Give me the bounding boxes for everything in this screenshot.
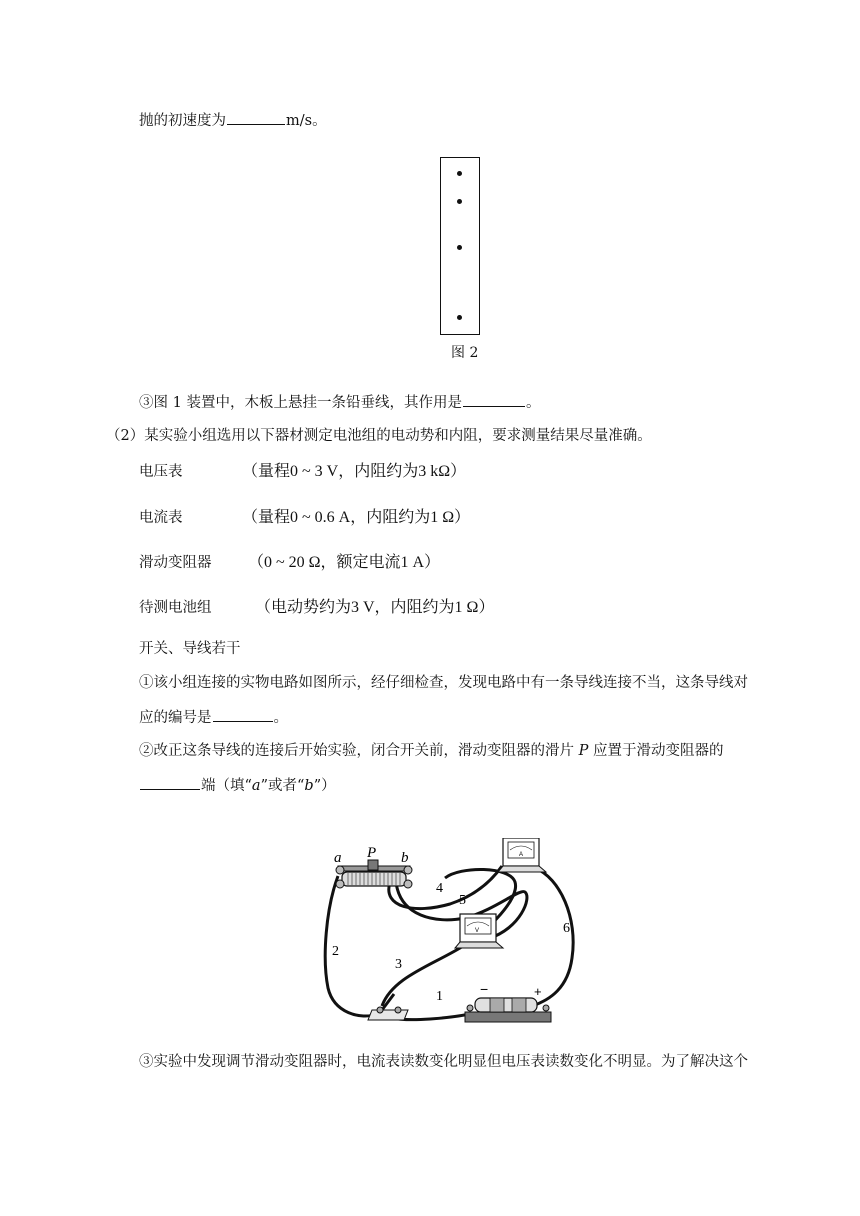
wire-label: 2 bbox=[332, 944, 339, 959]
label-plus: + bbox=[534, 984, 542, 999]
dot bbox=[457, 245, 462, 250]
equip-name: 待测电池组 bbox=[139, 600, 212, 616]
wire-label: 1 bbox=[436, 989, 443, 1004]
equip-spec: （电动势约为3 V，内阻约为1 Ω） bbox=[255, 599, 495, 616]
equip-name: 滑动变阻器 bbox=[139, 555, 212, 571]
circuit-diagram bbox=[320, 838, 590, 1030]
text: 。 bbox=[273, 710, 288, 726]
label-p: P bbox=[367, 845, 377, 861]
answer-blank bbox=[227, 110, 285, 125]
figure-2-caption: 图 2 bbox=[451, 345, 479, 361]
label-b: b bbox=[401, 850, 409, 866]
paragraph-initial-velocity bbox=[139, 110, 327, 131]
figure-2-paper-strip bbox=[440, 157, 480, 335]
text: P bbox=[578, 743, 589, 759]
switch bbox=[368, 994, 408, 1020]
dot bbox=[457, 199, 462, 204]
q1-line1: ①该小组连接的实物电路如图所示，经仔细检查，发现电路中有一条导线连接不当，这条导线对 bbox=[139, 675, 748, 691]
text: 端（填“ bbox=[201, 778, 252, 794]
wire-label: 6 bbox=[563, 921, 570, 936]
text: ”） bbox=[313, 778, 336, 794]
equip-spec: （0 ~ 20 Ω，额定电流1 A） bbox=[248, 554, 441, 571]
q2-line1 bbox=[139, 741, 723, 761]
dot bbox=[457, 171, 462, 176]
answer-blank bbox=[463, 392, 525, 407]
text: 。 bbox=[525, 395, 541, 411]
text: m/s。 bbox=[286, 113, 327, 129]
answer-blank bbox=[213, 707, 273, 722]
wire-label: 3 bbox=[395, 957, 402, 972]
equip-name: 电压表 bbox=[139, 464, 183, 480]
label-minus: − bbox=[480, 981, 489, 997]
text: ②改正这条导线的连接后开始实验，闭合开关前，滑动变阻器的滑片 bbox=[139, 743, 574, 759]
ammeter-symbol: A bbox=[519, 852, 524, 858]
battery-pack bbox=[465, 998, 551, 1022]
equip-name: 电流表 bbox=[139, 510, 183, 526]
equip-spec: （量程0 ~ 0.6 A，内阻约为1 Ω） bbox=[242, 509, 471, 526]
ammeter bbox=[498, 838, 546, 872]
q1-line2 bbox=[139, 707, 288, 728]
text: ”或者“ bbox=[260, 778, 305, 794]
equip-battery bbox=[139, 598, 495, 618]
text: a bbox=[251, 778, 261, 794]
q3-line1: ③实验中发现调节滑动变阻器时，电流表读数变化明显但电压表读数变化不明显。为了解决这个 bbox=[139, 1054, 748, 1070]
label-a: a bbox=[334, 850, 342, 866]
equip-spec: （量程0 ~ 3 V，内阻约为3 kΩ） bbox=[242, 463, 467, 480]
equip-ammeter bbox=[139, 508, 471, 528]
question-2-intro: （2）某实验小组选用以下器材测定电池组的电动势和内阻，要求测量结果尽量准确。 bbox=[106, 428, 652, 444]
wire-label: 5 bbox=[459, 893, 466, 908]
text: b bbox=[304, 778, 314, 794]
answer-blank bbox=[140, 775, 200, 790]
voltmeter bbox=[455, 914, 503, 948]
equip-rheostat bbox=[139, 553, 441, 573]
question-plumb-line bbox=[139, 392, 540, 413]
text: 应置于滑动变阻器的 bbox=[592, 743, 724, 759]
voltmeter-symbol: V bbox=[475, 928, 480, 934]
wire-label: 4 bbox=[436, 881, 443, 896]
text: 应的编号是 bbox=[139, 710, 212, 726]
dot bbox=[457, 315, 462, 320]
text: 抛的初速度为 bbox=[139, 113, 226, 129]
q2-line2 bbox=[139, 775, 336, 796]
equip-voltmeter bbox=[139, 462, 467, 482]
equip-switch-wires: 开关、导线若干 bbox=[139, 641, 241, 657]
text: ③图 1 装置中，木板上悬挂一条铅垂线，其作用是 bbox=[139, 395, 462, 411]
